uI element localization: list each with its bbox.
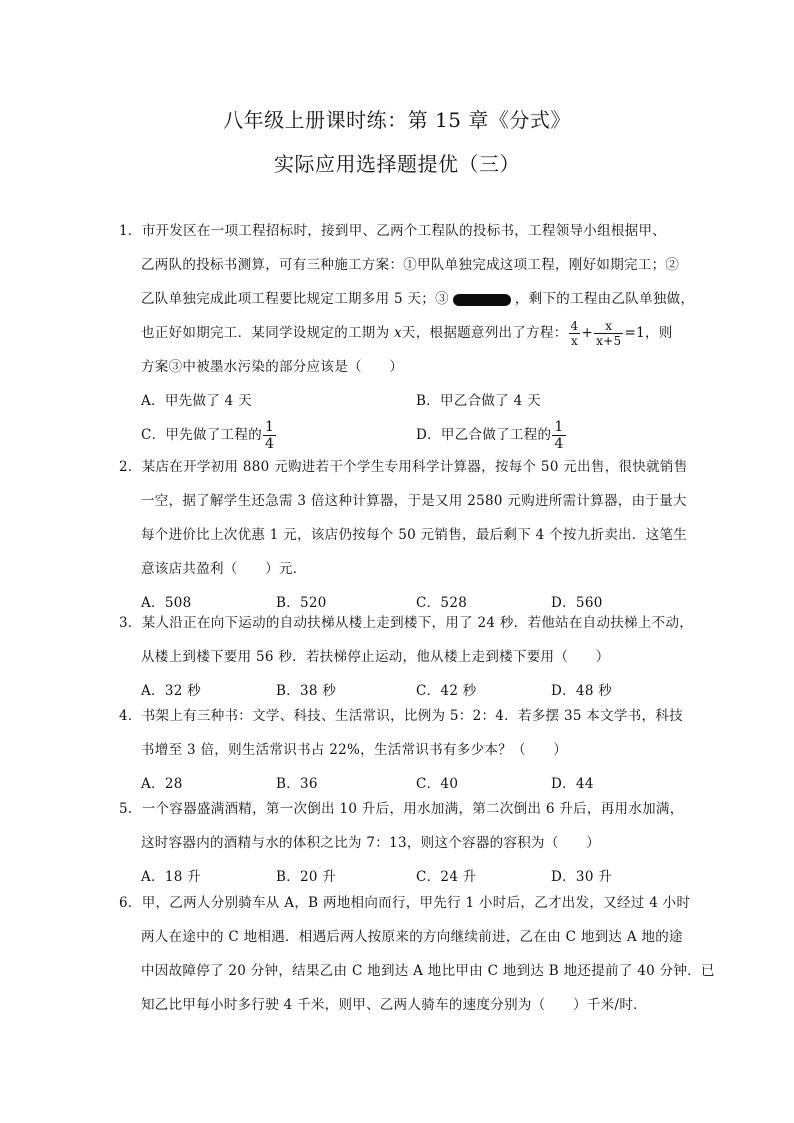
question-1 [119, 214, 695, 458]
question-2-line: 一空，据了解学生还急需 3 倍这种计算器，于是又用 2580 元购进所需计算器，由于量大 [141, 493, 687, 509]
option-b[interactable]: B．38 秒 [276, 683, 337, 699]
option-c[interactable]: C．528 [416, 595, 468, 611]
fraction [263, 419, 276, 452]
fraction-numerator: 1 [554, 419, 564, 435]
plus-sign: + [581, 325, 594, 341]
option-c[interactable]: C．42 秒 [416, 683, 477, 699]
question-5-line: 5．一个容器盛满酒精，第一次倒出 10 升后，用水加满，第二次倒出 6 升后，再用水加满， [119, 801, 684, 817]
option-c[interactable] [141, 418, 277, 452]
question-6-line: 中因故障停了 20 分钟，结果乙由 C 地到达 A 地比甲由 C 地到达 B 地还提前了 40 分钟．已 [141, 963, 715, 979]
option-b[interactable]: B．甲乙合做了 4 天 [416, 393, 541, 409]
question-4-line: 4．书架上有三种书：文学、科技、生活常识，比例为 5：2：4．若多摆 35 本文学书，科技 [119, 708, 683, 724]
question-1-text: 乙队单独完成此项工程要比规定工期多用 5 天；③ [141, 291, 449, 307]
question-1-text: 天，根据题意列出了方程： [401, 325, 568, 341]
fraction-denominator: x+5 [596, 334, 622, 348]
question-1-line [119, 282, 695, 316]
variable-x: x [394, 325, 402, 341]
question-1-text: 也正好如期完工．某同学设规定的工期为 [141, 325, 394, 341]
option-a[interactable]: A．32 秒 [141, 683, 202, 699]
fraction [552, 419, 565, 452]
fraction-denominator: 4 [554, 436, 564, 452]
page-subtitle: 实际应用选择题提优（三） [274, 152, 520, 176]
option-a[interactable]: A．18 升 [141, 869, 202, 885]
option-d[interactable]: D．48 秒 [551, 683, 613, 699]
fraction-denominator: x [570, 334, 579, 348]
question-6-line: 两人在途中的 C 地相遇．相遇后两人按原来的方向继续前进，乙在由 C 地到达 A 地的途 [141, 929, 683, 945]
question-6 [119, 886, 715, 1022]
option-b[interactable]: B．520 [276, 595, 327, 611]
question-2-line: 意该店共盈利（ ）元． [141, 561, 307, 577]
question-1-line [119, 316, 679, 350]
option-b[interactable]: B．36 [276, 776, 318, 792]
fraction [569, 319, 581, 348]
question-2-line: 每个进价比上次优惠 1 元，该店仍按每个 50 元销售，最后剩下 4 个按九折卖出．这笔生 [141, 527, 688, 543]
question-1-text: ，剩下的工程由乙队单独做， [514, 291, 695, 307]
fraction-numerator: 1 [265, 419, 275, 435]
fraction-numerator: x [594, 319, 623, 334]
option-a[interactable]: A．甲先做了 4 天 [141, 393, 252, 409]
option-c[interactable]: C．40 [416, 776, 459, 792]
option-a[interactable]: A．508 [141, 595, 192, 611]
option-c[interactable]: C．24 升 [416, 869, 477, 885]
ink-blot [453, 294, 511, 306]
fraction-denominator: 4 [265, 436, 275, 452]
options-row [119, 384, 679, 418]
question-3 [119, 606, 694, 708]
option-a[interactable]: A．28 [141, 776, 183, 792]
option-d[interactable]: D．30 升 [551, 869, 613, 885]
fraction [594, 319, 623, 348]
option-d[interactable] [416, 418, 567, 452]
question-1-line: 乙两队的投标书测算，可有三种施工方案：①甲队单独完成这项工程，刚好如期完工；② [141, 257, 680, 273]
question-4 [119, 699, 683, 801]
question-2 [119, 450, 688, 620]
question-3-line: 从楼上到楼下要用 56 秒．若扶梯停止运动，他从楼上走到楼下要用（ ） [141, 649, 610, 665]
option-b[interactable]: B．20 升 [276, 869, 337, 885]
question-4-line: 书增至 3 倍，则生活常识书占 22%，生活常识书有多少本？（ ） [141, 742, 568, 758]
question-6-line: 知乙比甲每小时多行驶 4 千米，则甲、乙两人骑车的速度分别为（ ）千米/时． [141, 997, 647, 1013]
equation-tail: =1，则 [624, 325, 673, 341]
question-1-line: 方案③中被墨水污染的部分应该是（ ） [141, 359, 404, 375]
question-5 [119, 792, 684, 894]
option-d-text: D．甲乙合做了工程的 [416, 427, 552, 443]
question-2-line: 2．某店在开学初用 880 元购进若干个学生专用科学计算器，按每个 50 元出售，很快就销售 [119, 459, 688, 475]
question-3-line: 3．某人沿正在向下运动的自动扶梯从楼上走到楼下，用了 24 秒．若他站在自动扶梯上不动， [119, 615, 694, 631]
option-c-text: C．甲先做了工程的 [141, 427, 263, 443]
option-d[interactable]: D．560 [551, 595, 603, 611]
question-5-line: 这时容器内的酒精与水的体积之比为 7：13，则这个容器的容积为（ ） [141, 835, 601, 851]
question-1-line: 1．市开发区在一项工程招标时，接到甲、乙两个工程队的投标书，工程领导小组根据甲、 [119, 223, 667, 239]
fraction-numerator: 4 [570, 319, 579, 333]
option-d[interactable]: D．44 [551, 776, 594, 792]
question-6-line: 6．甲，乙两人分别骑车从 A，B 两地相向而行，甲先行 1 小时后，乙才出发，又经过 4 小时 [119, 895, 691, 911]
page-title: 八年级上册课时练：第 15 章《分式》 [223, 108, 571, 132]
